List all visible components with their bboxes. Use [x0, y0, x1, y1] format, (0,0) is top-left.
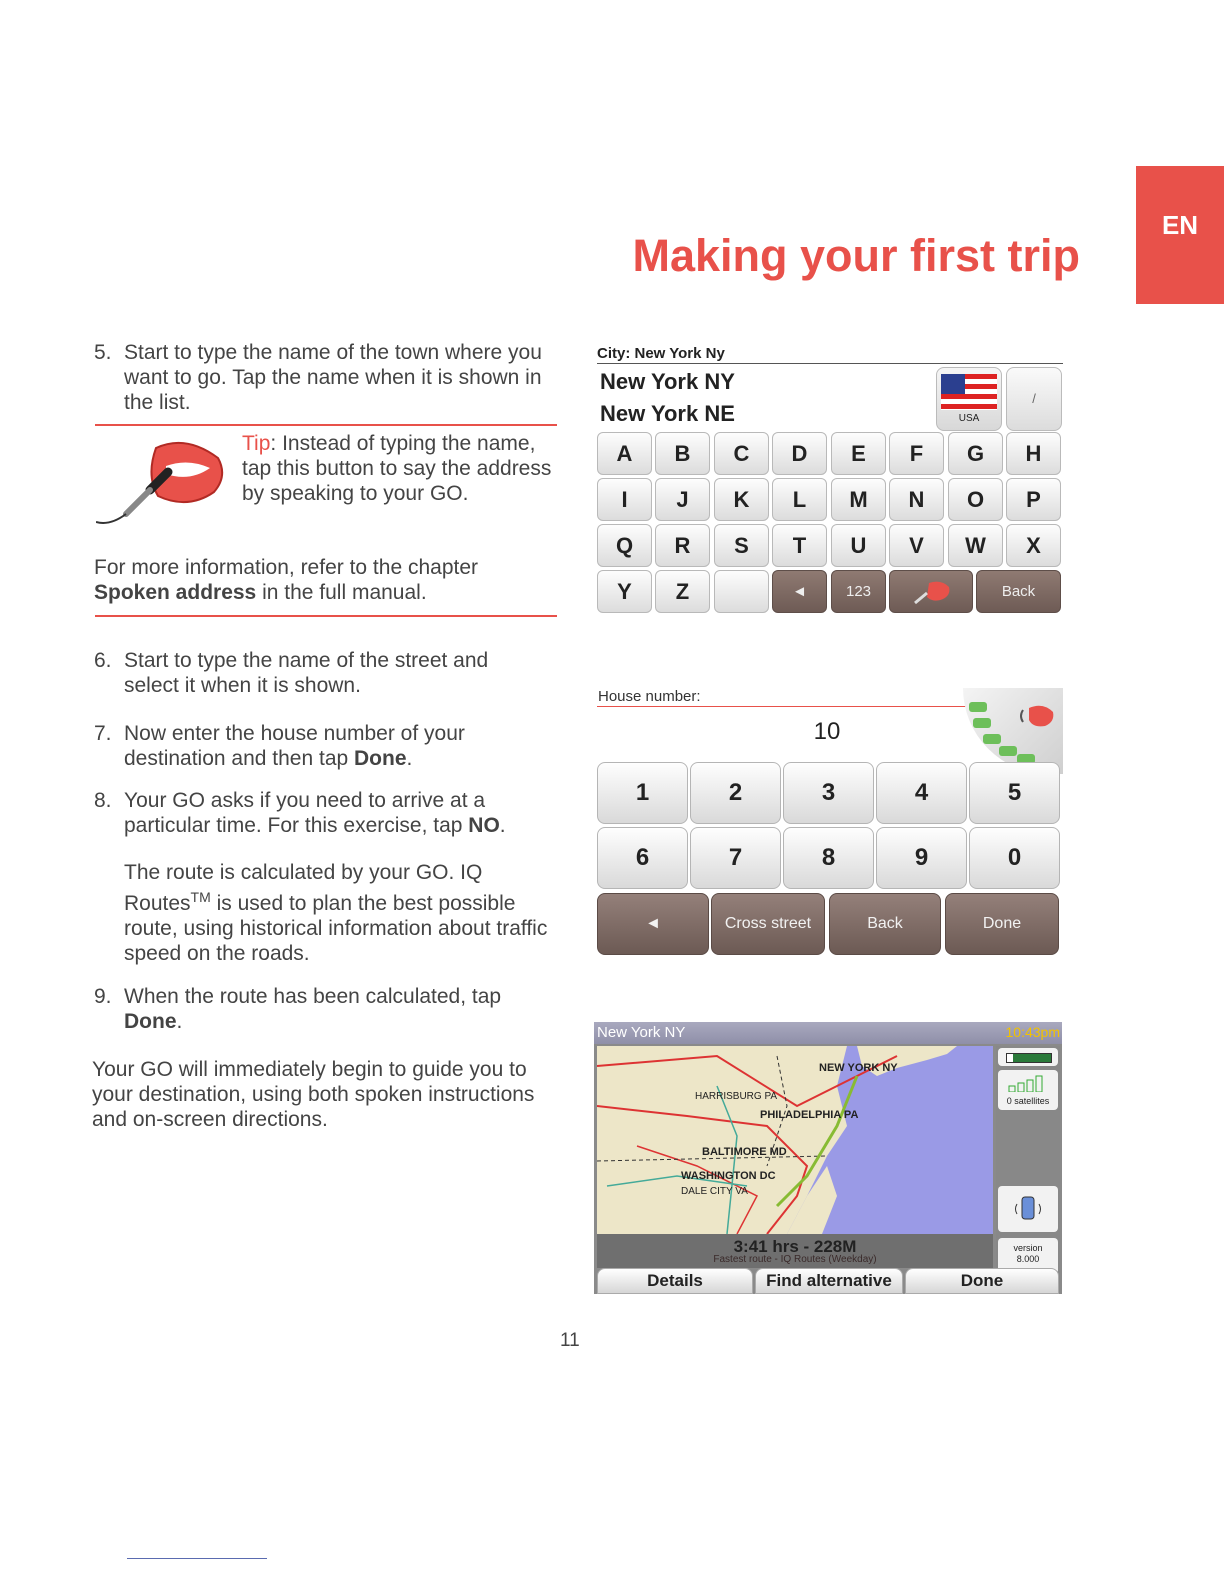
key-p[interactable]: P [1006, 478, 1061, 521]
key-z[interactable]: Z [655, 570, 710, 613]
back-button[interactable]: Back [829, 893, 941, 955]
find-alternative-button[interactable]: Find alternative [755, 1268, 903, 1294]
numbers-button[interactable]: 123 [831, 570, 886, 613]
city-dale-city: DALE CITY VA [681, 1186, 748, 1197]
closing-paragraph: Your GO will immediately begin to guide you to your destination, using both spoken instructions and on-screen directions. [92, 1058, 535, 1131]
route-summary-screen [594, 1022, 1062, 1294]
backspace-button[interactable]: ◄ [772, 570, 827, 613]
step-7-tail: . [406, 747, 413, 770]
city-header: City: New York Ny [597, 345, 725, 362]
city-philadelphia: PHILADELPHIA PA [760, 1109, 859, 1121]
route-paragraph [94, 860, 564, 966]
usa-flag-icon [941, 374, 997, 410]
done-button[interactable]: Done [905, 1268, 1059, 1294]
done-button[interactable]: Done [945, 893, 1059, 955]
version-value: 8.000 [1016, 1254, 1040, 1264]
house-number-screen [597, 686, 1063, 958]
spoken-address-ref: Spoken address [94, 581, 257, 604]
key-t[interactable]: T [772, 524, 827, 567]
step-8-text: Your GO asks if you need to arrive at a particular time. For this exercise, tap [124, 789, 486, 837]
result-new-york-ny[interactable]: New York NY [600, 369, 735, 394]
key-3[interactable]: 3 [783, 762, 874, 824]
key-s[interactable]: S [714, 524, 769, 567]
step-6 [94, 648, 564, 698]
tip-bottom-divider [95, 615, 557, 617]
step-5 [94, 340, 564, 415]
microphone-lips-icon [96, 436, 226, 531]
city-entry-screen [597, 343, 1063, 618]
country-label: USA [958, 413, 980, 424]
key-x[interactable]: X [1006, 524, 1061, 567]
step-7 [94, 721, 564, 771]
tip-label: Tip [242, 432, 271, 455]
more-info-text: For more information, refer to the chapter [94, 556, 478, 579]
key-l[interactable]: L [772, 478, 827, 521]
steps-lower [94, 648, 564, 1148]
city-new-york: NEW YORK NY [819, 1062, 898, 1074]
key-1[interactable]: 1 [597, 762, 688, 824]
key-b[interactable]: B [655, 432, 710, 475]
key-2[interactable]: 2 [690, 762, 781, 824]
key-e[interactable]: E [831, 432, 886, 475]
city-header-rule [597, 363, 1063, 364]
back-button[interactable]: Back [976, 570, 1061, 613]
result-new-york-ne[interactable]: New York NE [600, 401, 735, 426]
key-5[interactable]: 5 [969, 762, 1060, 824]
status-sidebar [996, 1046, 1060, 1294]
step-7-bold: Done [354, 747, 407, 770]
key-q[interactable]: Q [597, 524, 652, 567]
key-6[interactable]: 6 [597, 827, 688, 889]
step-number: 6. [94, 649, 112, 672]
key-9[interactable]: 9 [876, 827, 967, 889]
house-number-rule [597, 706, 967, 707]
key-c[interactable]: C [714, 432, 769, 475]
voice-lips-icon[interactable] [889, 570, 973, 613]
country-button[interactable] [936, 367, 1002, 431]
route-text [124, 860, 556, 966]
gps-status [998, 1070, 1058, 1110]
key-4[interactable]: 4 [876, 762, 967, 824]
route-time-distance: 3:41 hrs - 228M [733, 1237, 857, 1256]
key-8[interactable]: 8 [783, 827, 874, 889]
city-harrisburg: HARRISBURG PA [695, 1091, 778, 1102]
more-info-tail: in the full manual. [256, 581, 427, 604]
key-r[interactable]: R [655, 524, 710, 567]
phone-icon[interactable] [998, 1186, 1058, 1232]
tip-text [242, 431, 562, 506]
battery-icon [998, 1048, 1058, 1066]
more-info [94, 555, 564, 605]
step-text: Start to type the name of the street and select it when it is shown. [124, 649, 489, 697]
step-9 [94, 984, 564, 1034]
step-8-tail: . [499, 814, 506, 837]
house-number-value[interactable]: 10 [813, 718, 841, 745]
language-tab: EN [1136, 166, 1224, 304]
city-baltimore: BALTIMORE MD [702, 1146, 787, 1158]
step-text [124, 788, 544, 838]
key-n[interactable]: N [889, 478, 944, 521]
backspace-button[interactable]: ◄ [597, 893, 709, 955]
key-o[interactable]: O [948, 478, 1003, 521]
key-w[interactable]: W [948, 524, 1003, 567]
key-y[interactable]: Y [597, 570, 652, 613]
key-k[interactable]: K [714, 478, 769, 521]
page-title: Making your first trip [632, 230, 1080, 281]
step-number: 8. [94, 789, 112, 812]
version-label: version [1013, 1243, 1043, 1253]
scroll-arrow-icon[interactable]: / [1006, 367, 1062, 431]
map-header [594, 1022, 1062, 1044]
key-g[interactable]: G [948, 432, 1003, 475]
key-space[interactable] [714, 570, 769, 613]
step-8-bold: NO [468, 814, 500, 837]
step-9-bold: Done [124, 1010, 177, 1033]
step-text: Start to type the name of the town where you want to go. Tap the name when it is shown in the list. [124, 341, 542, 414]
step-text [124, 984, 534, 1034]
step-text [124, 721, 524, 771]
step-number: 7. [94, 722, 112, 745]
key-a[interactable]: A [597, 432, 652, 475]
step-number: 9. [94, 985, 112, 1008]
cross-street-button[interactable]: Cross street [711, 893, 825, 955]
key-f[interactable]: F [889, 432, 944, 475]
route-summary-bar [597, 1234, 993, 1268]
key-m[interactable]: M [831, 478, 886, 521]
route-type: Fastest route - IQ Routes (Weekday) [713, 1254, 877, 1265]
destination-title: New York NY [597, 1024, 686, 1041]
key-0[interactable]: 0 [969, 827, 1060, 889]
key-i[interactable]: I [597, 478, 652, 521]
key-j[interactable]: J [655, 478, 710, 521]
clock: 10:43pm [1005, 1024, 1060, 1040]
route-text-b: is used to plan the best possible route, using historical information about traffic speed on the roads. [124, 892, 548, 965]
key-u[interactable]: U [831, 524, 886, 567]
route-text-a: The route is calculated by your GO. IQ Routes [124, 861, 483, 915]
tip-top-divider [95, 424, 557, 426]
satellites-text: 0 satellites [1006, 1096, 1050, 1106]
footnote-rule [127, 1558, 267, 1559]
key-7[interactable]: 7 [690, 827, 781, 889]
step-number: 5. [94, 341, 112, 364]
house-number-label: House number: [598, 688, 701, 705]
tip-body: : Instead of typing the name, tap this button to say the address by speaking to your GO. [242, 432, 552, 505]
page-number: 11 [560, 1330, 580, 1351]
step-8 [94, 788, 564, 838]
details-button[interactable]: Details [597, 1268, 753, 1294]
key-d[interactable]: D [772, 432, 827, 475]
trademark: TM [190, 889, 211, 905]
city-washington: WASHINGTON DC [681, 1170, 776, 1182]
step-7-text: Now enter the house number of your destination and then tap [124, 722, 465, 770]
step-9-tail: . [176, 1010, 183, 1033]
route-map[interactable] [597, 1046, 993, 1234]
signal-bars-icon [1008, 1074, 1048, 1092]
key-v[interactable]: V [889, 524, 944, 567]
step-9-text: When the route has been calculated, tap [124, 985, 502, 1008]
key-h[interactable]: H [1006, 432, 1061, 475]
